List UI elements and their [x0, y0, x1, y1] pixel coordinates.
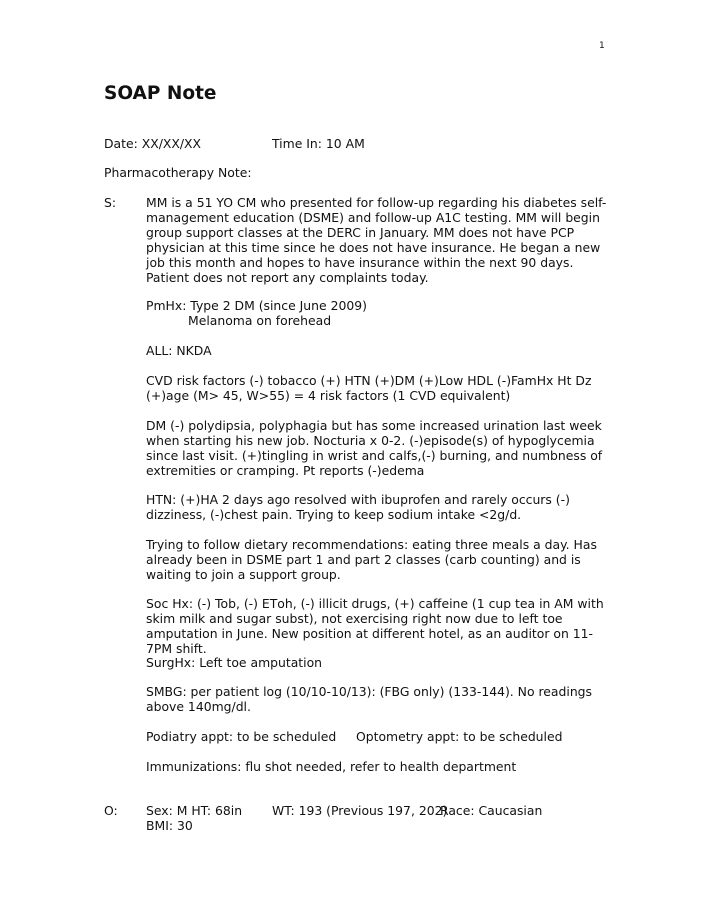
page-number: 1 — [599, 41, 605, 51]
social-history: Soc Hx: (-) Tob, (-) ETоh, (-) illicit drugs, (+) caffeine (1 cup tea in AM with skim milk and sugar subst), not exercising right now due to left toe amputation in June. New position at different hotel, as an auditor on 11-7PM shift. — [146, 596, 604, 656]
podiatry-appt: Podiatry appt: to be scheduled — [146, 729, 337, 744]
surgical-history: SurgHx: Left toe amputation — [146, 655, 323, 670]
subjective-intro: MM is a 51 YO CM who presented for follow-up regarding his diabetes self-management education (DSME) and follow-up A1C testing. MM will begin group support classes at the DERC in January. MM does not have PCP physician at this time since he does not have insurance. He began a new job this month and hopes to have insurance within the next 90 days. Patient does not report any complaints today. — [146, 195, 607, 285]
immunizations: Immunizations: flu shot needed, refer to health department — [146, 759, 517, 774]
diet-section: Trying to follow dietary recommendations: eating three meals a day. Has already been in DSME part 1 and part 2 classes (carb counting) and is waiting to join a support group. — [146, 537, 597, 582]
dm-section: DM (-) polydipsia, polyphagia but has some increased urination last week when starting his new job. Nocturia x 0-2. (-)episode(s) of hypoglycemia since last visit. (+)tingling in wrist and calfs,(-) burning, and numbness of extremities or cramping. Pt reports (-)edema — [146, 418, 603, 478]
race: Race: Caucasian — [440, 803, 543, 818]
weight: WT: 193 (Previous 197, 202) — [272, 803, 448, 818]
pmhx-line-1: PmHx: Type 2 DM (since June 2009) — [146, 298, 367, 313]
objective-label: O: — [104, 803, 118, 818]
subjective-label: S: — [104, 195, 117, 210]
allergies: ALL: NKDA — [146, 343, 212, 358]
pmhx-line-2: Melanoma on forehead — [188, 313, 332, 328]
time-in-field: Time In: 10 AM — [272, 136, 365, 151]
date-field: Date: XX/XX/XX — [104, 136, 202, 151]
optometry-appt: Optometry appt: to be scheduled — [356, 729, 563, 744]
htn-section: HTN: (+)HA 2 days ago resolved with ibuprofen and rarely occurs (-) dizziness, (-)chest pain. Trying to keep sodium intake <2g/d. — [146, 492, 570, 522]
bmi: BMI: 30 — [146, 818, 193, 833]
note-type: Pharmacotherapy Note: — [104, 165, 252, 180]
cvd-risk-factors: CVD risk factors (-) tobacco (+) HTN (+)DM (+)Low HDL (-)FamHx Ht Dz (+)age (M> 45, W>55) = 4 risk factors (1 CVD equivalent) — [146, 373, 592, 403]
sex-height: Sex: M HT: 68in — [146, 803, 243, 818]
smbg-section: SMBG: per patient log (10/10-10/13): (FBG only) (133-144). No readings above 140mg/dl. — [146, 684, 592, 714]
page-title: SOAP Note — [104, 83, 217, 104]
